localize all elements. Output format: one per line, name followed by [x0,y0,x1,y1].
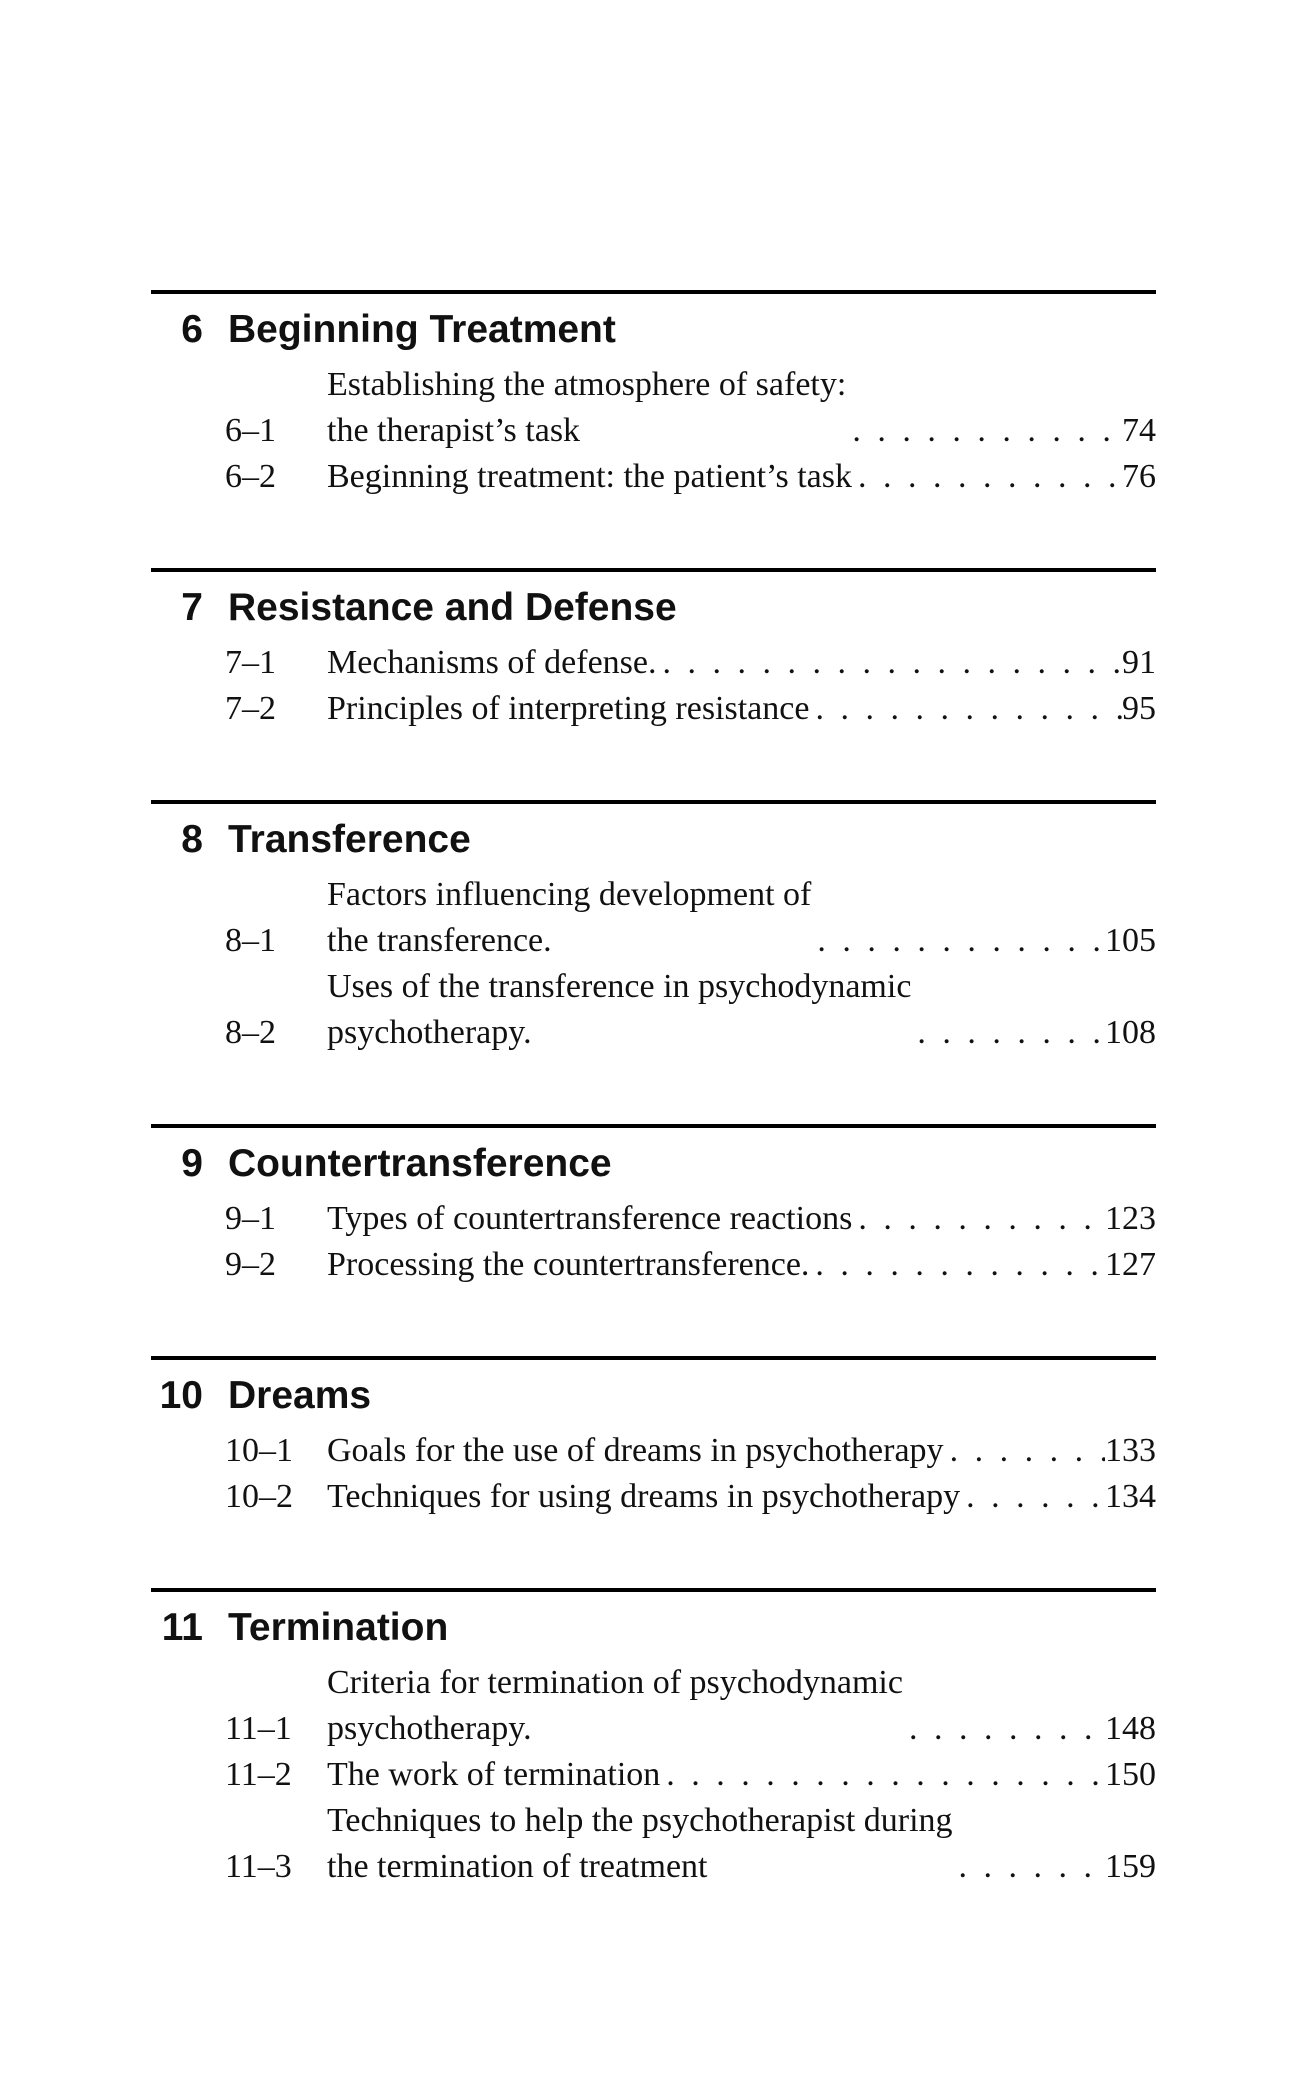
toc-entry[interactable] [151,686,1156,732]
chapter-heading [151,304,1156,356]
toc-entry[interactable] [151,1196,1156,1242]
entry-title: Establishing the atmosphere of safety: the therapist’s task [327,366,847,449]
chapter-entries [151,1196,1156,1288]
dot-leader [911,1010,1105,1056]
toc-entry[interactable] [151,1798,1156,1890]
dot-leader [811,918,1105,964]
toc-entry[interactable] [151,362,1156,454]
toc-chapter [151,1356,1156,1520]
entry-body [302,1752,1156,1798]
entry-body [302,872,1156,964]
entry-title: Beginning treatment: the patient’s task [327,458,852,495]
entry-number: 7–1 [225,644,276,681]
chapter-title: Transference [228,818,471,861]
entry-number: 7–2 [225,690,276,727]
entry-page-number: 127 [1105,1246,1156,1283]
dot-leader [809,686,1122,732]
toc-chapter [151,290,1156,500]
entry-body [302,686,1156,732]
toc-entry[interactable] [151,1428,1156,1474]
entry-title: Processing the countertransference. [327,1246,810,1283]
toc-chapter [151,568,1156,732]
entry-body [302,1428,1156,1474]
chapter-heading [151,1602,1156,1654]
entry-page-number: 148 [1105,1710,1156,1747]
entry-title: Factors influencing development of the transference. [327,876,812,959]
entry-page-number: 95 [1122,690,1156,727]
chapter-entries [151,640,1156,732]
dot-leader [846,408,1122,454]
entry-body [302,1798,1156,1890]
entry-number: 11–1 [225,1710,292,1747]
chapter-title: Dreams [228,1374,372,1417]
entry-title: Mechanisms of defense. [327,644,657,681]
entry-page-number: 123 [1105,1200,1156,1237]
toc-entry[interactable] [151,1474,1156,1520]
chapter-heading [151,814,1156,866]
dot-leader [657,640,1122,686]
entry-number: 11–2 [225,1756,292,1793]
chapter-heading [151,1138,1156,1190]
entry-page-number: 133 [1105,1432,1156,1469]
entry-number: 9–2 [225,1246,276,1283]
entry-title: Criteria for termination of psychodynamic psychotherapy. [327,1664,903,1747]
entry-number: 10–2 [225,1478,293,1515]
entry-page-number: 150 [1105,1756,1156,1793]
chapter-number: 8 [181,818,203,861]
dot-leader [852,1196,1105,1242]
entry-number: 6–2 [225,458,276,495]
chapter-number: 11 [161,1606,203,1649]
entry-title: Techniques for using dreams in psychotherapy [327,1478,961,1515]
toc-entry[interactable] [151,454,1156,500]
toc-chapter [151,1588,1156,1890]
chapter-number: 9 [181,1142,203,1185]
dot-leader [660,1752,1105,1798]
dot-leader [903,1706,1105,1752]
toc-entry[interactable] [151,964,1156,1056]
entry-number: 9–1 [225,1200,276,1237]
entry-title: Goals for the use of dreams in psychotherapy [327,1432,944,1469]
entry-page-number: 105 [1105,922,1156,959]
toc-chapter [151,1124,1156,1288]
entry-body [302,1660,1156,1752]
entry-number: 8–1 [225,922,276,959]
entry-body [302,1242,1156,1288]
dot-leader [852,454,1122,500]
chapter-heading [151,1370,1156,1422]
chapter-title: Termination [228,1606,449,1649]
table-of-contents [151,290,1156,1958]
toc-chapter [151,800,1156,1056]
toc-entry[interactable] [151,640,1156,686]
chapter-entries [151,872,1156,1056]
dot-leader [960,1474,1105,1520]
entry-page-number: 108 [1105,1014,1156,1051]
entry-body [302,454,1156,500]
toc-entry[interactable] [151,872,1156,964]
entry-number: 6–1 [225,412,276,449]
entry-page-number: 74 [1122,412,1156,449]
entry-page-number: 76 [1122,458,1156,495]
dot-leader [809,1242,1105,1288]
dot-leader [953,1844,1105,1890]
toc-entry[interactable] [151,1752,1156,1798]
entry-title: The work of termination [327,1756,661,1793]
toc-entry[interactable] [151,1660,1156,1752]
entry-number: 11–3 [225,1848,292,1885]
entry-page-number: 134 [1105,1478,1156,1515]
chapter-number: 7 [181,586,203,629]
chapter-number: 6 [181,308,203,351]
chapter-entries [151,1660,1156,1890]
chapter-heading [151,582,1156,634]
entry-number: 8–2 [225,1014,276,1051]
entry-number: 10–1 [225,1432,293,1469]
entry-page-number: 159 [1105,1848,1156,1885]
entry-title: Principles of interpreting resistance [327,690,810,727]
entry-body [302,362,1156,454]
dot-leader [944,1428,1105,1474]
entry-body [302,1196,1156,1242]
chapter-number: 10 [159,1374,203,1417]
entry-body [302,640,1156,686]
entry-title: Types of countertransference reactions [327,1200,853,1237]
chapter-title: Resistance and Defense [228,586,677,629]
chapter-entries [151,362,1156,500]
entry-page-number: 91 [1122,644,1156,681]
entry-body [302,1474,1156,1520]
chapter-entries [151,1428,1156,1520]
chapter-title: Beginning Treatment [228,308,616,351]
entry-title: Uses of the transference in psychodynamic psychotherapy. [327,968,912,1051]
chapter-title: Countertransference [228,1142,612,1185]
toc-entry[interactable] [151,1242,1156,1288]
entry-body [302,964,1156,1056]
entry-title: Techniques to help the psychotherapist during the termination of treatment [327,1802,953,1885]
